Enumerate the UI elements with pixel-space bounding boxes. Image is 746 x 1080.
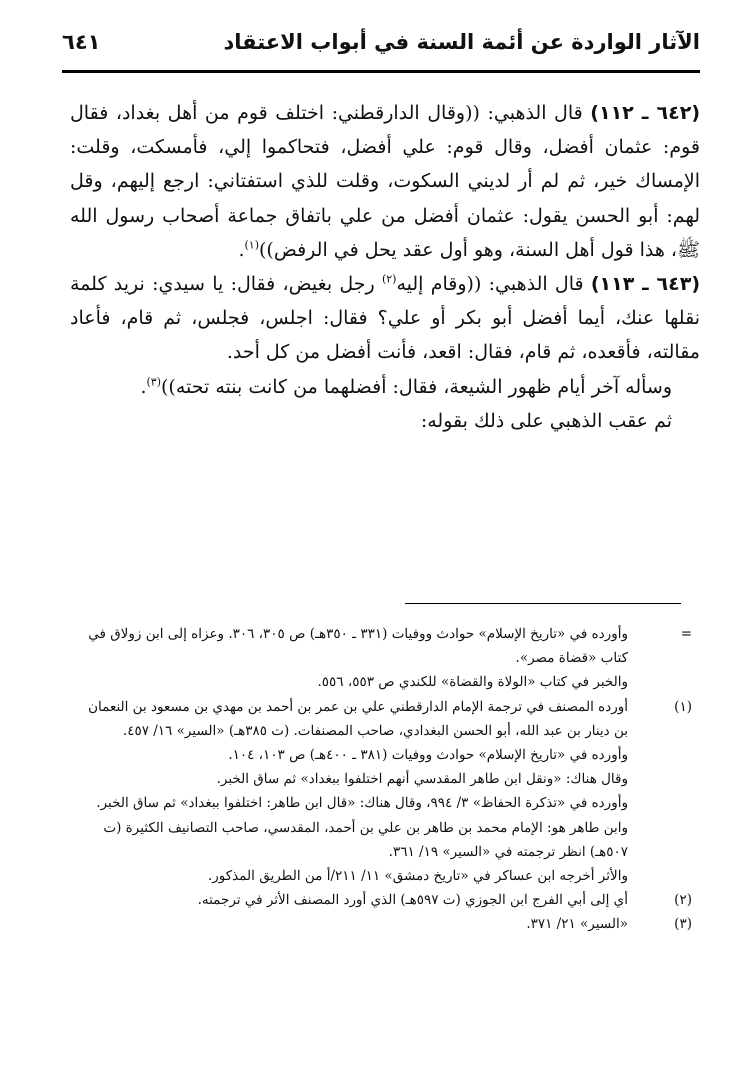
header-rule: [62, 70, 700, 73]
paragraph-text: وسأله آخر أيام ظهور الشيعة، فقال: أفضلهما من كانت بنته تحته)): [161, 375, 672, 398]
footnote: [70, 888, 700, 912]
footnote-line: وقال هناك: «ونقل ابن طاهر المقدسي أنهم اختلفوا ببغداد» ثم ساق الخبر.: [216, 771, 628, 788]
paragraph-112: (٦٤٢ ـ ١١٢) قال الذهبي: ((وقال الدارقطني: اختلف قوم من أهل بغداد، فقال قوم: عثمان أفضل، وقال قوم: علي أفضل، فتحاكموا إلي، فأمسكت، وقلت: الإمساك خير، ثم لم أر لديني السكوت، وقلت للذي استفتاني: ارجع إليهم، وقل لهم: أبو الحسن يقول: عثمان أفضل من علي باتفاق جماعة أصحاب رسول الله ﷺ، هذا قول أهل السنة، وهو أول عقد يحل في الرفض))$^{(١)}$.: [70, 102, 700, 261]
footnotes: [70, 622, 700, 937]
footnote: [70, 912, 700, 936]
footnote-line: أي إلى أبي الفرج ابن الجوزي (ت ٥٩٧هـ) الذي أورد المصنف الأثر في ترجمته.: [197, 892, 628, 909]
footnote-line: وأورده في «تاريخ الإسلام» حوادث ووفيات (٣٨١ ـ ٤٠٠هـ) ص ١٠٣، ١٠٤.: [228, 747, 628, 764]
footnote-mark: (٢): [674, 892, 692, 909]
footnote-line: وأورده في «تاريخ الإسلام» حوادث ووفيات (٣٣١ ـ ٣٥٠هـ) ص ٣٠٥، ٣٠٦. وعزاه إلى ابن زولاق في كتاب «قضاة مصر».: [88, 626, 628, 667]
footnote-line: وأورده في «تذكرة الحفاظ» ٣/ ٩٩٤، وقال هناك: «قال ابن طاهر: اختلفوا ببغداد» ثم ساق الخبر.: [96, 795, 628, 812]
paragraph-text: قال الذهبي: ((وقام إليه: [396, 273, 591, 296]
paragraph-text: قال الذهبي: ((وقال الدارقطني: اختلف قوم من أهل بغداد، فقال قوم: عثمان أفضل، وقال قوم: علي أفضل، فتحاكموا إلي، فأمسكت، وقلت: الإمساك خير، ثم لم أر لديني السكوت، وقلت للذي استفتاني: ارجع إليهم، وقل لهم: أبو الحسن يقول: عثمان أفضل من علي باتفاق جماعة أصحاب رسول الله ﷺ، هذا قول أهل السنة، وهو أول عقد يحل في الرفض)): [70, 102, 700, 261]
footnote-ref[interactable]: (١): [244, 238, 259, 252]
paragraph-continued: وسأله آخر أيام ظهور الشيعة، فقال: أفضلهما من كانت بنته تحته))$^{(٣)}$.: [140, 375, 672, 398]
page-number: ٦٤١: [62, 30, 101, 54]
paragraph-text: رجل بغيض، فقال: يا سيدي: نريد كلمة نقلها عنك، أيما أفضل أبو بكر أو علي؟ فقال: اجلس، فجلس، ثم قام، فأعاد مقالته، فأقعده، ثم قام، فقال: اقعد، فأنت أفضل من كل أحد.: [70, 273, 700, 364]
footnote-line: وابن طاهر هو: الإمام محمد بن طاهر بن علي بن أحمد، المقدسي، صاحب التصانيف الكثيرة (ت ٥٠٧هـ) انظر ترجمته في «السير» ١٩/ ٣٦١.: [103, 819, 628, 860]
main-text: [70, 96, 700, 438]
athar-number: (٦٤٢ ـ ١١٢): [590, 102, 700, 124]
footnote-mark: (٣): [674, 916, 692, 933]
running-header: [62, 28, 700, 68]
footnote-mark: =: [680, 626, 692, 642]
footnote-line: والأثر أخرجه ابن عساكر في «تاريخ دمشق» ١١/ ٢١١/أ من الطريق المذكور.: [207, 868, 628, 885]
footnote-mark: (١): [674, 698, 692, 715]
athar-number: (٦٤٣ ـ ١١٣): [590, 273, 700, 296]
footnote-line: «السير» ٢١/ ٣٧١.: [526, 916, 628, 933]
footnote: [70, 622, 700, 695]
footnote-line: والخبر في كتاب «الولاة والقضاة» للكندي ص ٥٥٣، ٥٥٦.: [317, 674, 628, 691]
footnote-separator: [405, 603, 681, 604]
running-title: الآثار الواردة عن أئمة السنة في أبواب الاعتقاد: [223, 30, 700, 54]
footnote-ref[interactable]: (٢): [381, 272, 397, 286]
paragraph-transition: ثم عقب الذهبي على ذلك بقوله:: [420, 409, 672, 432]
footnote: [70, 695, 700, 889]
paragraph-113: [70, 267, 700, 370]
footnote-ref[interactable]: (٣): [146, 375, 161, 389]
footnote-line: أورده المصنف في ترجمة الإمام الدارقطني علي بن عمر بن أحمد بن مهدي بن مسعود بن النعمان بن دينار بن عبد الله، أبو الحسن البغدادي، صاحب المصنفات. (ت ٣٨٥هـ) «السير» ١٦/ ٤٥٧.: [88, 698, 628, 739]
